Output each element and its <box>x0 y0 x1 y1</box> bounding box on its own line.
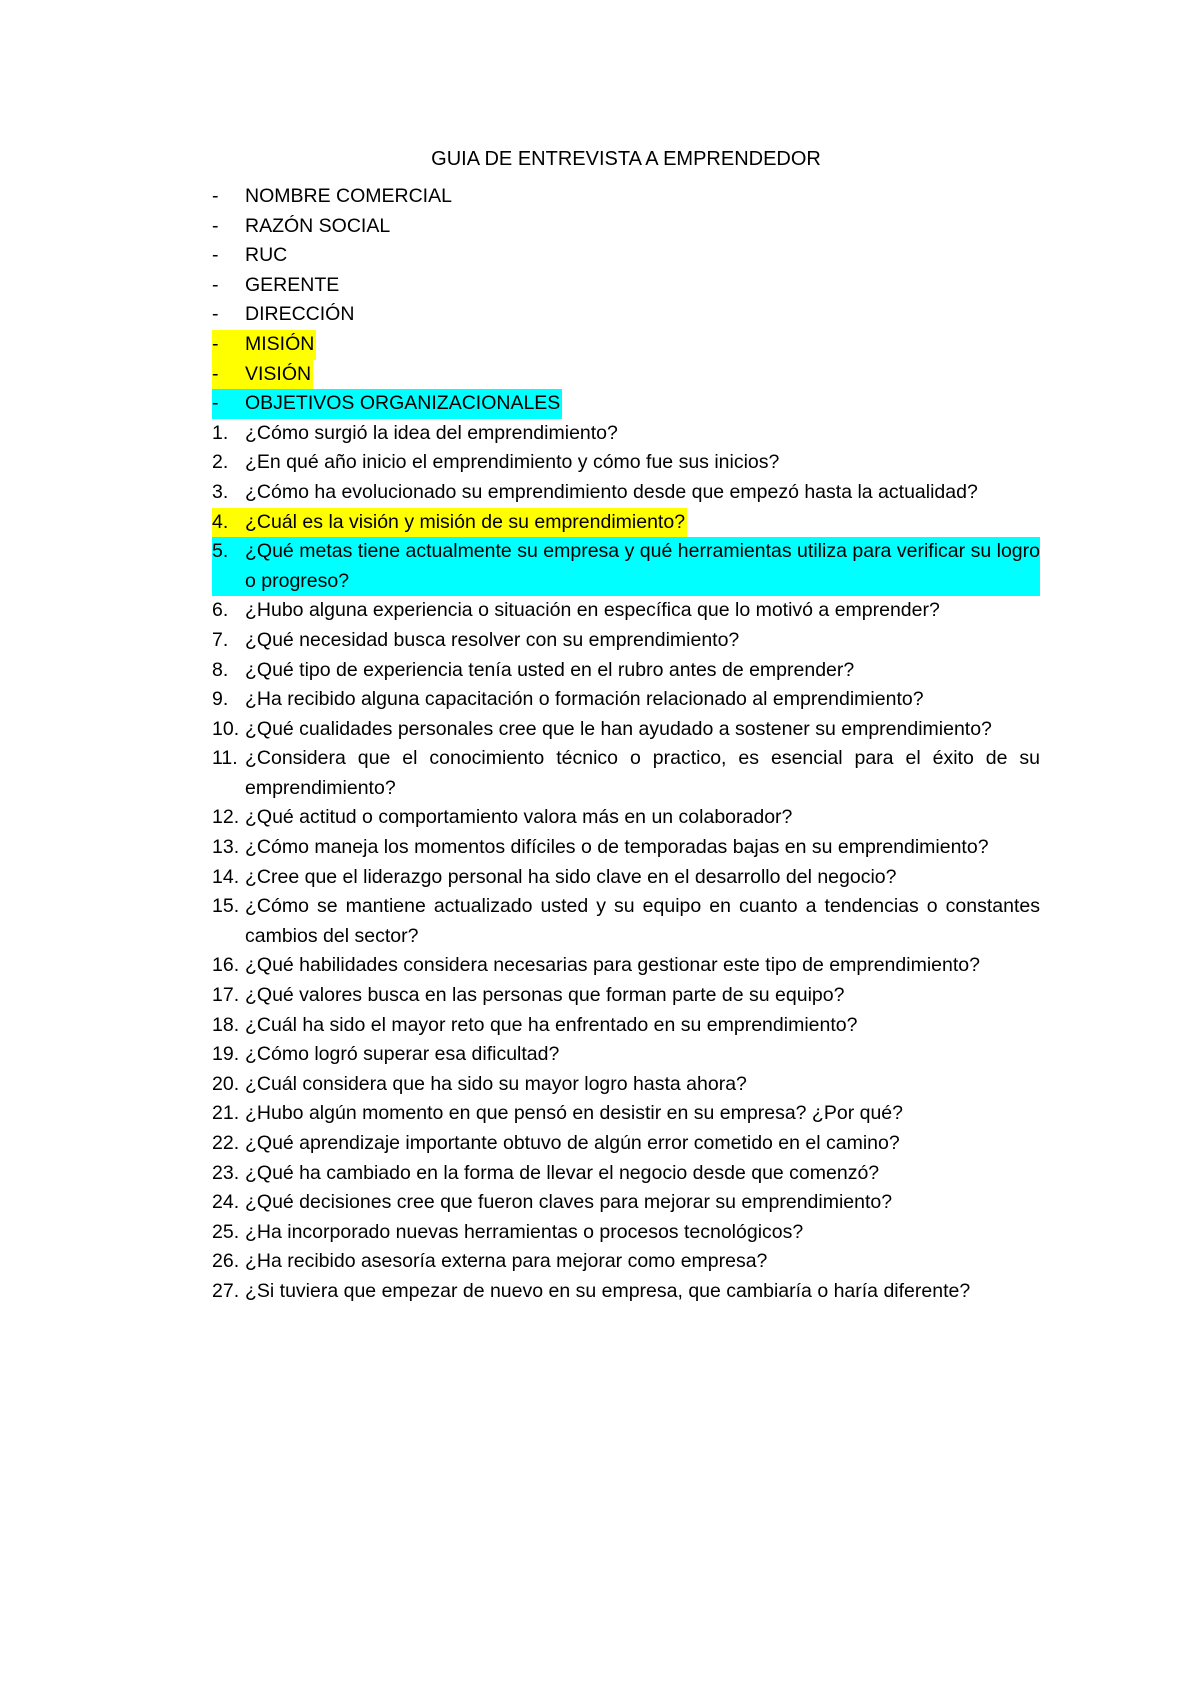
question-item-1 <box>212 419 1040 449</box>
question-item-13 <box>212 833 1040 863</box>
question-item-text: ¿Cómo se mantiene actualizado usted y su equipo en cuanto a tendencias o constantes cambios del sector? <box>245 895 1040 947</box>
question-item-27 <box>212 1277 1040 1307</box>
field-item-marker: - <box>212 303 219 326</box>
field-item-marker: - <box>212 392 219 415</box>
question-item-marker: 18. <box>212 1013 240 1036</box>
field-item-text: GERENTE <box>245 273 340 296</box>
question-item-marker: 24. <box>212 1191 240 1214</box>
question-item-text: ¿Cómo surgió la idea del emprendimiento? <box>245 421 618 444</box>
field-item-8 <box>212 389 562 419</box>
question-item-text: ¿Considera que el conocimiento técnico o practico, es esencial para el éxito de su emprendimiento? <box>245 747 1040 799</box>
question-item-17 <box>212 981 1040 1011</box>
question-item-26 <box>212 1247 1040 1277</box>
question-item-24 <box>212 1188 1040 1218</box>
question-item-marker: 9. <box>212 688 229 711</box>
question-item-11 <box>212 744 1040 803</box>
field-item-text: DIRECCIÓN <box>245 303 355 326</box>
field-item-text: NOMBRE COMERCIAL <box>245 185 452 207</box>
question-item-22 <box>212 1129 1040 1159</box>
question-item-marker: 16. <box>212 954 240 977</box>
question-item-marker: 12. <box>212 806 240 829</box>
question-item-21 <box>212 1099 1040 1129</box>
question-item-marker: 5. <box>212 540 229 563</box>
question-item-marker: 23. <box>212 1161 240 1184</box>
question-item-marker: 25. <box>212 1220 240 1243</box>
field-item-marker: - <box>212 214 219 237</box>
field-item-marker: - <box>212 185 219 207</box>
document-content <box>212 145 1040 1307</box>
question-item-6 <box>212 596 1040 626</box>
question-item-4 <box>212 508 687 538</box>
field-item-3 <box>212 241 1040 271</box>
field-item-text: MISIÓN <box>245 332 315 355</box>
question-item-10 <box>212 715 1040 745</box>
field-item-7 <box>212 360 313 390</box>
question-item-marker: 10. <box>212 717 240 740</box>
question-item-marker: 13. <box>212 836 240 859</box>
question-item-text: ¿Qué habilidades considera necesarias para gestionar este tipo de emprendimiento? <box>245 954 980 977</box>
question-item-marker: 17. <box>212 984 240 1007</box>
question-item-text: ¿Qué tipo de experiencia tenía usted en el rubro antes de emprender? <box>245 658 855 681</box>
question-item-18 <box>212 1011 1040 1041</box>
question-item-text: ¿Qué actitud o comportamiento valora más en un colaborador? <box>245 806 793 829</box>
question-item-marker: 4. <box>212 510 229 533</box>
question-item-marker: 21. <box>212 1102 240 1125</box>
question-item-text: ¿Cree que el liderazgo personal ha sido clave en el desarrollo del negocio? <box>245 865 897 888</box>
question-item-marker: 26. <box>212 1250 240 1273</box>
question-item-text: ¿Qué metas tiene actualmente su empresa y qué herramientas utiliza para verificar su logro o progreso? <box>245 540 1040 592</box>
question-item-text: ¿Cuál es la visión y misión de su emprendimiento? <box>245 510 686 533</box>
question-item-text: ¿Qué decisiones cree que fueron claves para mejorar su emprendimiento? <box>245 1191 893 1214</box>
question-item-text: ¿En qué año inicio el emprendimiento y cómo fue sus inicios? <box>245 451 780 474</box>
question-item-text: ¿Cómo logró superar esa dificultad? <box>245 1043 560 1066</box>
question-item-text: ¿Hubo algún momento en que pensó en desistir en su empresa? ¿Por qué? <box>245 1102 903 1125</box>
question-item-marker: 1. <box>212 421 229 444</box>
field-item-text: VISIÓN <box>245 362 312 385</box>
question-item-marker: 3. <box>212 480 229 503</box>
question-item-9 <box>212 685 1040 715</box>
question-item-marker: 27. <box>212 1279 240 1302</box>
question-item-12 <box>212 803 1040 833</box>
question-item-text: ¿Cómo ha evolucionado su emprendimiento desde que empezó hasta la actualidad? <box>245 480 978 503</box>
question-item-marker: 6. <box>212 599 229 622</box>
document-title: GUIA DE ENTREVISTA A EMPRENDEDOR <box>431 148 821 170</box>
question-item-marker: 22. <box>212 1132 240 1154</box>
field-item-4 <box>212 271 1040 301</box>
field-item-2 <box>212 212 1040 242</box>
question-item-2 <box>212 448 1040 478</box>
question-item-marker: 14. <box>212 865 240 888</box>
field-item-1 <box>212 182 1040 212</box>
question-item-5 <box>212 537 1040 596</box>
question-item-7 <box>212 626 1040 656</box>
question-item-15 <box>212 892 1040 951</box>
question-item-text: ¿Qué necesidad busca resolver con su emprendimiento? <box>245 628 740 651</box>
question-item-20 <box>212 1070 1040 1100</box>
question-item-19 <box>212 1040 1040 1070</box>
question-item-3 <box>212 478 1040 508</box>
question-item-marker: 19. <box>212 1043 240 1066</box>
question-item-text: ¿Qué ha cambiado en la forma de llevar el negocio desde que comenzó? <box>245 1161 880 1184</box>
question-item-text: ¿Cómo maneja los momentos difíciles o de temporadas bajas en su emprendimiento? <box>245 836 989 859</box>
field-item-text: RAZÓN SOCIAL <box>245 214 391 237</box>
question-item-23 <box>212 1159 1040 1189</box>
question-item-14 <box>212 863 1040 893</box>
question-item-text: ¿Qué valores busca en las personas que forman parte de su equipo? <box>245 984 845 1007</box>
field-item-text: RUC <box>245 244 288 267</box>
field-item-marker: - <box>212 244 219 267</box>
question-item-marker: 15. <box>212 895 240 918</box>
field-item-marker: - <box>212 273 219 296</box>
question-item-text: ¿Si tuviera que empezar de nuevo en su empresa, que cambiaría o haría diferente? <box>245 1279 971 1302</box>
question-item-marker: 2. <box>212 451 229 474</box>
question-item-text: ¿Hubo alguna experiencia o situación en específica que lo motivó a emprender? <box>245 599 940 622</box>
question-item-8 <box>212 656 1040 686</box>
question-item-text: ¿Ha recibido asesoría externa para mejorar como empresa? <box>245 1250 768 1273</box>
question-item-16 <box>212 951 1040 981</box>
fields-list <box>212 182 1040 419</box>
question-item-text: ¿Qué aprendizaje importante obtuvo de algún error cometido en el camino? <box>245 1132 900 1154</box>
question-item-marker: 11. <box>212 747 238 770</box>
question-item-text: ¿Ha recibido alguna capacitación o formación relacionado al emprendimiento? <box>245 688 924 711</box>
field-item-6 <box>212 330 316 360</box>
question-item-text: ¿Ha incorporado nuevas herramientas o procesos tecnológicos? <box>245 1220 804 1243</box>
field-item-marker: - <box>212 362 219 385</box>
field-item-5 <box>212 300 1040 330</box>
questions-list <box>212 419 1040 1307</box>
question-item-marker: 7. <box>212 628 229 651</box>
question-item-text: ¿Qué cualidades personales cree que le han ayudado a sostener su emprendimiento? <box>245 717 992 740</box>
field-item-text: OBJETIVOS ORGANIZACIONALES <box>245 392 561 415</box>
question-item-text: ¿Cuál considera que ha sido su mayor logro hasta ahora? <box>245 1072 747 1095</box>
question-item-marker: 20. <box>212 1072 240 1095</box>
field-item-marker: - <box>212 332 219 355</box>
question-item-marker: 8. <box>212 658 229 681</box>
question-item-25 <box>212 1218 1040 1248</box>
question-item-text: ¿Cuál ha sido el mayor reto que ha enfrentado en su emprendimiento? <box>245 1013 858 1036</box>
